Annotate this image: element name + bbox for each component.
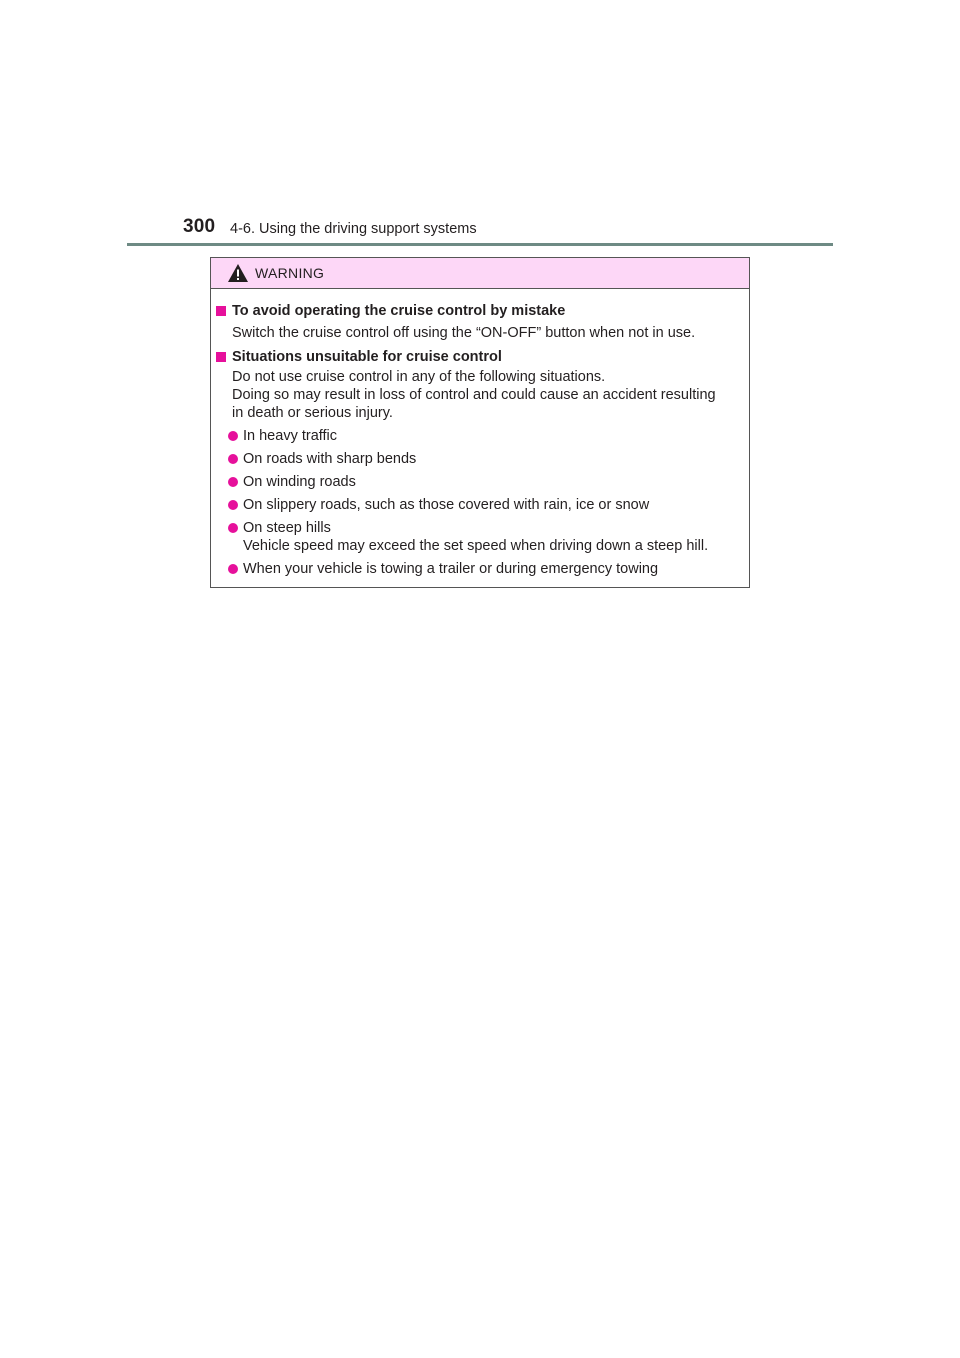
list-item xyxy=(211,560,749,578)
list-item xyxy=(211,496,749,514)
warning-body xyxy=(211,289,749,578)
topic-unsuitable-situations xyxy=(211,348,749,422)
square-bullet-icon xyxy=(216,352,226,362)
page-number: 300 xyxy=(183,216,216,237)
round-bullet-icon xyxy=(228,523,238,533)
topic-text: Switch the cruise control off using the “ON-OFF” button when not in use. xyxy=(232,325,696,341)
round-bullet-icon xyxy=(228,431,238,441)
topic-avoid-mistake xyxy=(211,302,749,342)
list-item-text: On slippery roads, such as those covered with rain, ice or snow xyxy=(243,497,650,513)
warning-triangle-icon xyxy=(227,263,249,283)
list-item-text: In heavy traffic xyxy=(243,428,338,444)
round-bullet-icon xyxy=(228,454,238,464)
warning-header xyxy=(211,258,749,289)
topic-text: Doing so may result in loss of control and could cause an accident resulting xyxy=(232,387,716,403)
round-bullet-icon xyxy=(228,477,238,487)
topic-text: Do not use cruise control in any of the following situations. xyxy=(232,369,606,385)
round-bullet-icon xyxy=(228,564,238,574)
topic-text: in death or serious injury. xyxy=(232,405,393,421)
page-header xyxy=(0,0,960,250)
list-item xyxy=(211,427,749,445)
warning-box xyxy=(210,257,750,588)
header-divider xyxy=(127,243,833,246)
list-item xyxy=(211,473,749,491)
list-item-text: On roads with sharp bends xyxy=(243,451,417,467)
topic-title: Situations unsuitable for cruise control xyxy=(232,349,502,365)
round-bullet-icon xyxy=(228,500,238,510)
list-item-text: On winding roads xyxy=(243,474,356,490)
list-item-text: On steep hills xyxy=(243,520,331,536)
topic-title: To avoid operating the cruise control by mistake xyxy=(232,303,566,319)
list-item xyxy=(211,450,749,468)
list-item-text: When your vehicle is towing a trailer or during emergency towing xyxy=(243,561,659,577)
square-bullet-icon xyxy=(216,306,226,316)
list-item xyxy=(211,519,749,555)
warning-label: WARNING xyxy=(255,265,325,281)
list-item-subtext: Vehicle speed may exceed the set speed when driving down a steep hill. xyxy=(243,538,709,554)
section-title: 4-6. Using the driving support systems xyxy=(230,221,477,237)
